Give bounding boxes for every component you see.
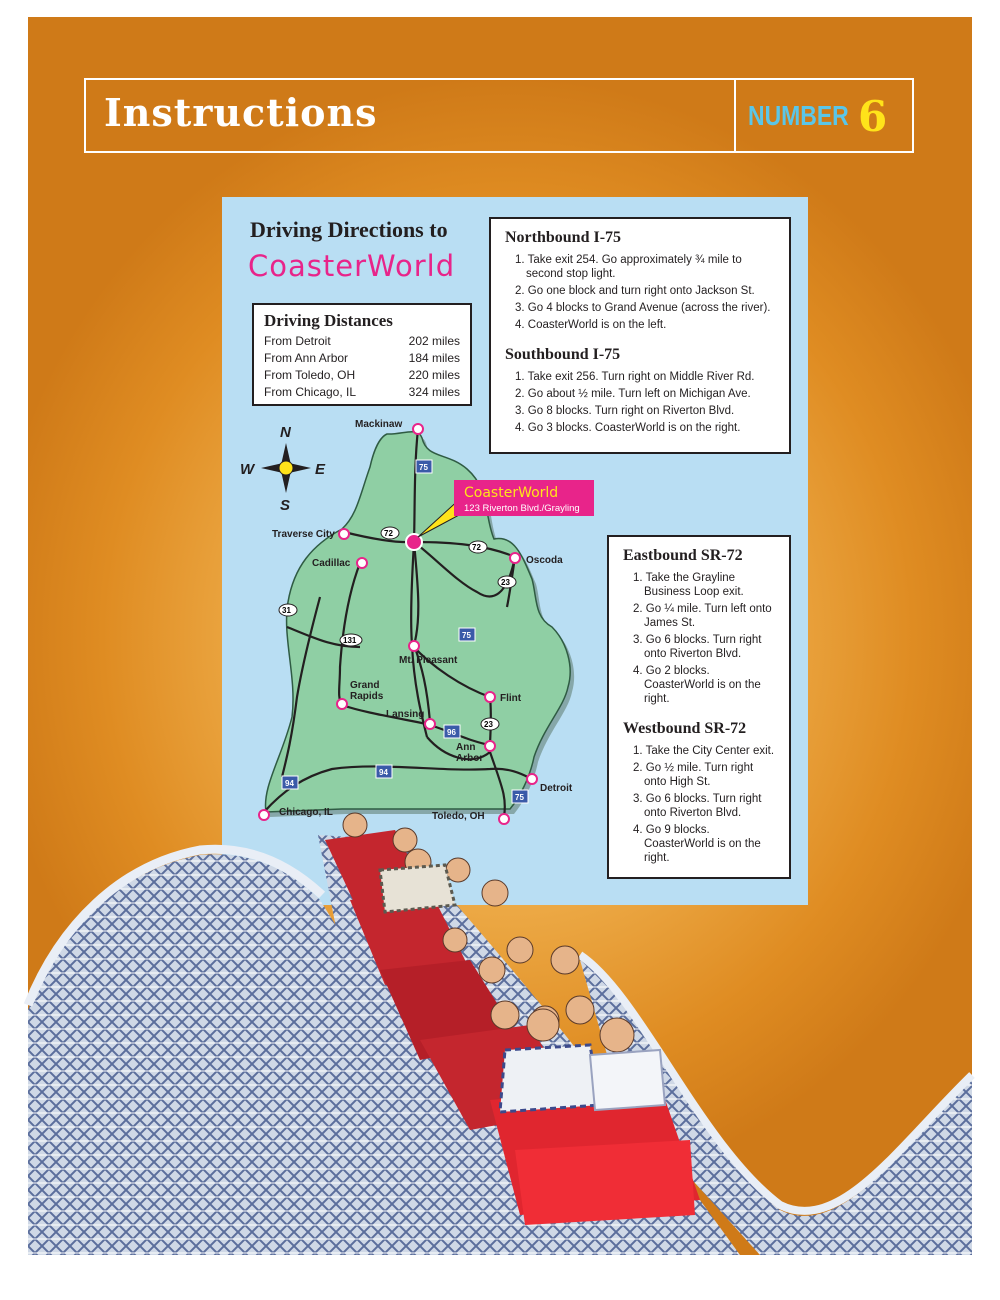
step-item: 2. Go about ½ mile. Turn left on Michigan Ave. [515,388,751,400]
callout-name: CoasterWorld [464,485,559,501]
rider-head [566,996,594,1024]
distances-heading: Driving Distances [264,311,393,330]
city-label: Cadillac [312,558,351,569]
rider-head [527,1009,559,1041]
city-label: Lansing [386,709,425,720]
city-label: Traverse City [272,529,335,540]
distance-miles: 202 miles [408,334,460,348]
compass-n: N [280,424,291,441]
rider-head [482,880,508,906]
step-item: 4. Go 3 blocks. CoasterWorld is on the right. [515,422,741,434]
step-item: 3. Go 8 blocks. Turn right on Riverton Blvd. [515,405,735,417]
rider-head [551,946,579,974]
shield-label: 31 [282,606,291,615]
shield-label: 94 [379,768,388,777]
callout-address: 123 Riverton Blvd./Grayling [464,503,580,514]
coaster-car-front-panel [515,1140,695,1225]
step-item: 1. Take exit 256. Turn right on Middle River Rd. [515,371,755,383]
rider-head [507,937,533,963]
step-item: 1. Take the Grayline Business Loop exit. [633,572,744,598]
distance-miles: 184 miles [408,351,460,365]
step-item: 1. Take exit 254. Go approximately ¾ mile to second stop light. [515,254,742,280]
step-item: 3. Go 4 blocks to Grand Avenue (across the river). [515,302,771,314]
rider-head [600,1018,634,1052]
rider-head [479,957,505,983]
shield-label: 23 [501,578,510,587]
rider-shirt [590,1050,665,1110]
step-item: 4. Go 2 blocks. CoasterWorld is on the right. [633,665,761,705]
eastbound-heading: Eastbound SR-72 [623,547,743,564]
city-label: Chicago, IL [279,807,333,818]
shield-label: 75 [462,631,471,640]
city-label: Toledo, OH [432,811,485,822]
distance-miles: 324 miles [408,385,460,399]
distance-from: From Chicago, IL [264,385,357,399]
westbound-heading: Westbound SR-72 [623,720,747,737]
number-value: 6 [858,92,888,141]
shield-label: 23 [484,720,493,729]
step-item: 3. Go 6 blocks. Turn right onto Riverton Blvd. [633,793,762,819]
distance-from: From Detroit [264,334,331,348]
shield-label: 96 [447,728,456,737]
step-item: 2. Go one block and turn right onto Jackson St. [515,285,755,297]
city-label: Rapids [350,691,384,702]
step-item: 3. Go 6 blocks. Turn right onto Riverton Blvd. [633,634,762,660]
city-label: Flint [500,693,522,704]
number-label: NUMBER [748,100,849,131]
compass-e: E [315,461,326,478]
step-item: 4. Go 9 blocks. CoasterWorld is on the right. [633,824,761,864]
southbound-heading: Southbound I-75 [505,346,621,363]
distance-miles: 220 miles [408,368,460,382]
step-item: 4. CoasterWorld is on the left. [515,319,667,331]
rider-head [393,828,417,852]
rider-shirt [500,1045,600,1112]
shield-label: 72 [472,543,481,552]
northbound-heading: Northbound I-75 [505,229,622,246]
page-title: Instructions [104,90,378,135]
rider-head [343,813,367,837]
shield-label: 75 [515,793,524,802]
rider-head [443,928,467,952]
shield-label: 75 [419,463,428,472]
directions-title: Driving Directions to [250,217,448,242]
city-label: Grand [350,680,380,691]
city-label: Detroit [540,783,573,794]
rider-shirt [380,865,455,912]
city-label: Mackinaw [355,419,403,430]
city-label: Arbor [456,753,484,764]
step-item: 2. Go ½ mile. Turn right onto High St. [633,762,754,788]
distance-from: From Toledo, OH [264,368,356,382]
brand-logo: CoasterWorld [248,249,456,283]
rider-head [491,1001,519,1029]
city-label: Ann [456,742,476,753]
step-item: 2. Go ¼ mile. Turn left onto James St. [633,603,772,629]
step-item: 1. Take the City Center exit. [633,745,775,757]
shield-label: 72 [384,529,393,538]
city-label: Oscoda [526,555,563,566]
city-label: Mt. Pleasant [399,655,458,666]
distance-from: From Ann Arbor [264,351,349,365]
shield-label: 131 [343,636,357,645]
compass-s: S [280,497,291,514]
compass-w: W [240,461,255,478]
shield-label: 94 [285,779,294,788]
